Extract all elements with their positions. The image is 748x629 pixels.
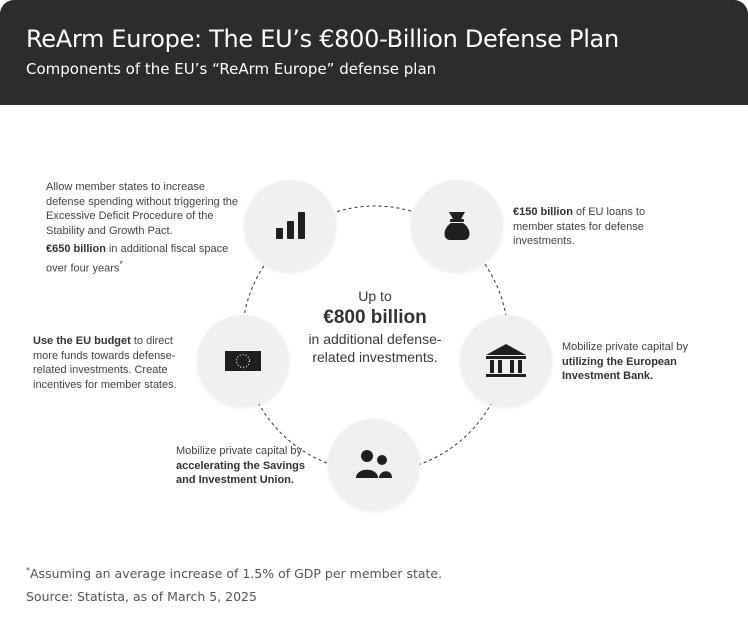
source-note: Source: Statista, as of March 5, 2025: [26, 589, 257, 604]
footnote-text: Assuming an average increase of 1.5% of GDP per member state.: [30, 566, 443, 582]
desc-fiscal-bold: €650 billion: [46, 243, 106, 255]
node-fiscal: [244, 180, 336, 272]
node-eib: [460, 315, 552, 407]
center-pre: Up to: [358, 288, 392, 304]
center-post-line1: in additional defense-: [308, 331, 442, 347]
desc-eib-bold: utilizing the European Investment Bank.: [562, 355, 677, 382]
desc-loans-bold: €150 billion: [513, 206, 573, 218]
eu-flag-icon: [225, 351, 261, 371]
desc-savings-pre: Mobilize private capital by: [176, 445, 302, 457]
page-title: ReArm Europe: The EU’s €800-Billion Defense Plan: [26, 25, 619, 53]
desc-fiscal: [46, 180, 242, 276]
desc-budget-bold: Use the EU budget: [33, 335, 131, 347]
page-subtitle: Components of the EU’s “ReArm Europe” defense plan: [26, 60, 437, 78]
node-savings: [328, 419, 420, 511]
center-summary: [290, 286, 460, 366]
center-post-line2: related investments.: [312, 349, 438, 365]
desc-eib-pre: Mobilize private capital by: [562, 341, 688, 353]
desc-loans: [513, 205, 663, 249]
desc-fiscal-rest: in additional fiscal space over four years: [46, 243, 229, 275]
desc-budget: [33, 334, 193, 392]
desc-fiscal-amount: [46, 242, 242, 276]
desc-fiscal-marker: *: [119, 258, 123, 269]
desc-savings-bold: accelerating the Savings and Investment Union.: [176, 459, 305, 486]
footnote: [26, 566, 442, 581]
desc-loans-rest: of EU loans to member states for defense investments.: [513, 206, 646, 247]
node-loans: [411, 180, 503, 272]
center-value: €800 billion: [323, 307, 427, 328]
footnote-marker: *: [26, 566, 30, 575]
desc-eib: [562, 340, 712, 384]
node-budget: [197, 315, 289, 407]
desc-fiscal-text: Allow member states to increase defense spending without triggering the Excessive Deficit Procedure of the Stability and Growth Pact.: [46, 181, 239, 237]
desc-budget-rest: to direct more funds towards defense-related investments. Create incentives for member states.: [33, 335, 177, 391]
desc-savings: [176, 444, 321, 488]
